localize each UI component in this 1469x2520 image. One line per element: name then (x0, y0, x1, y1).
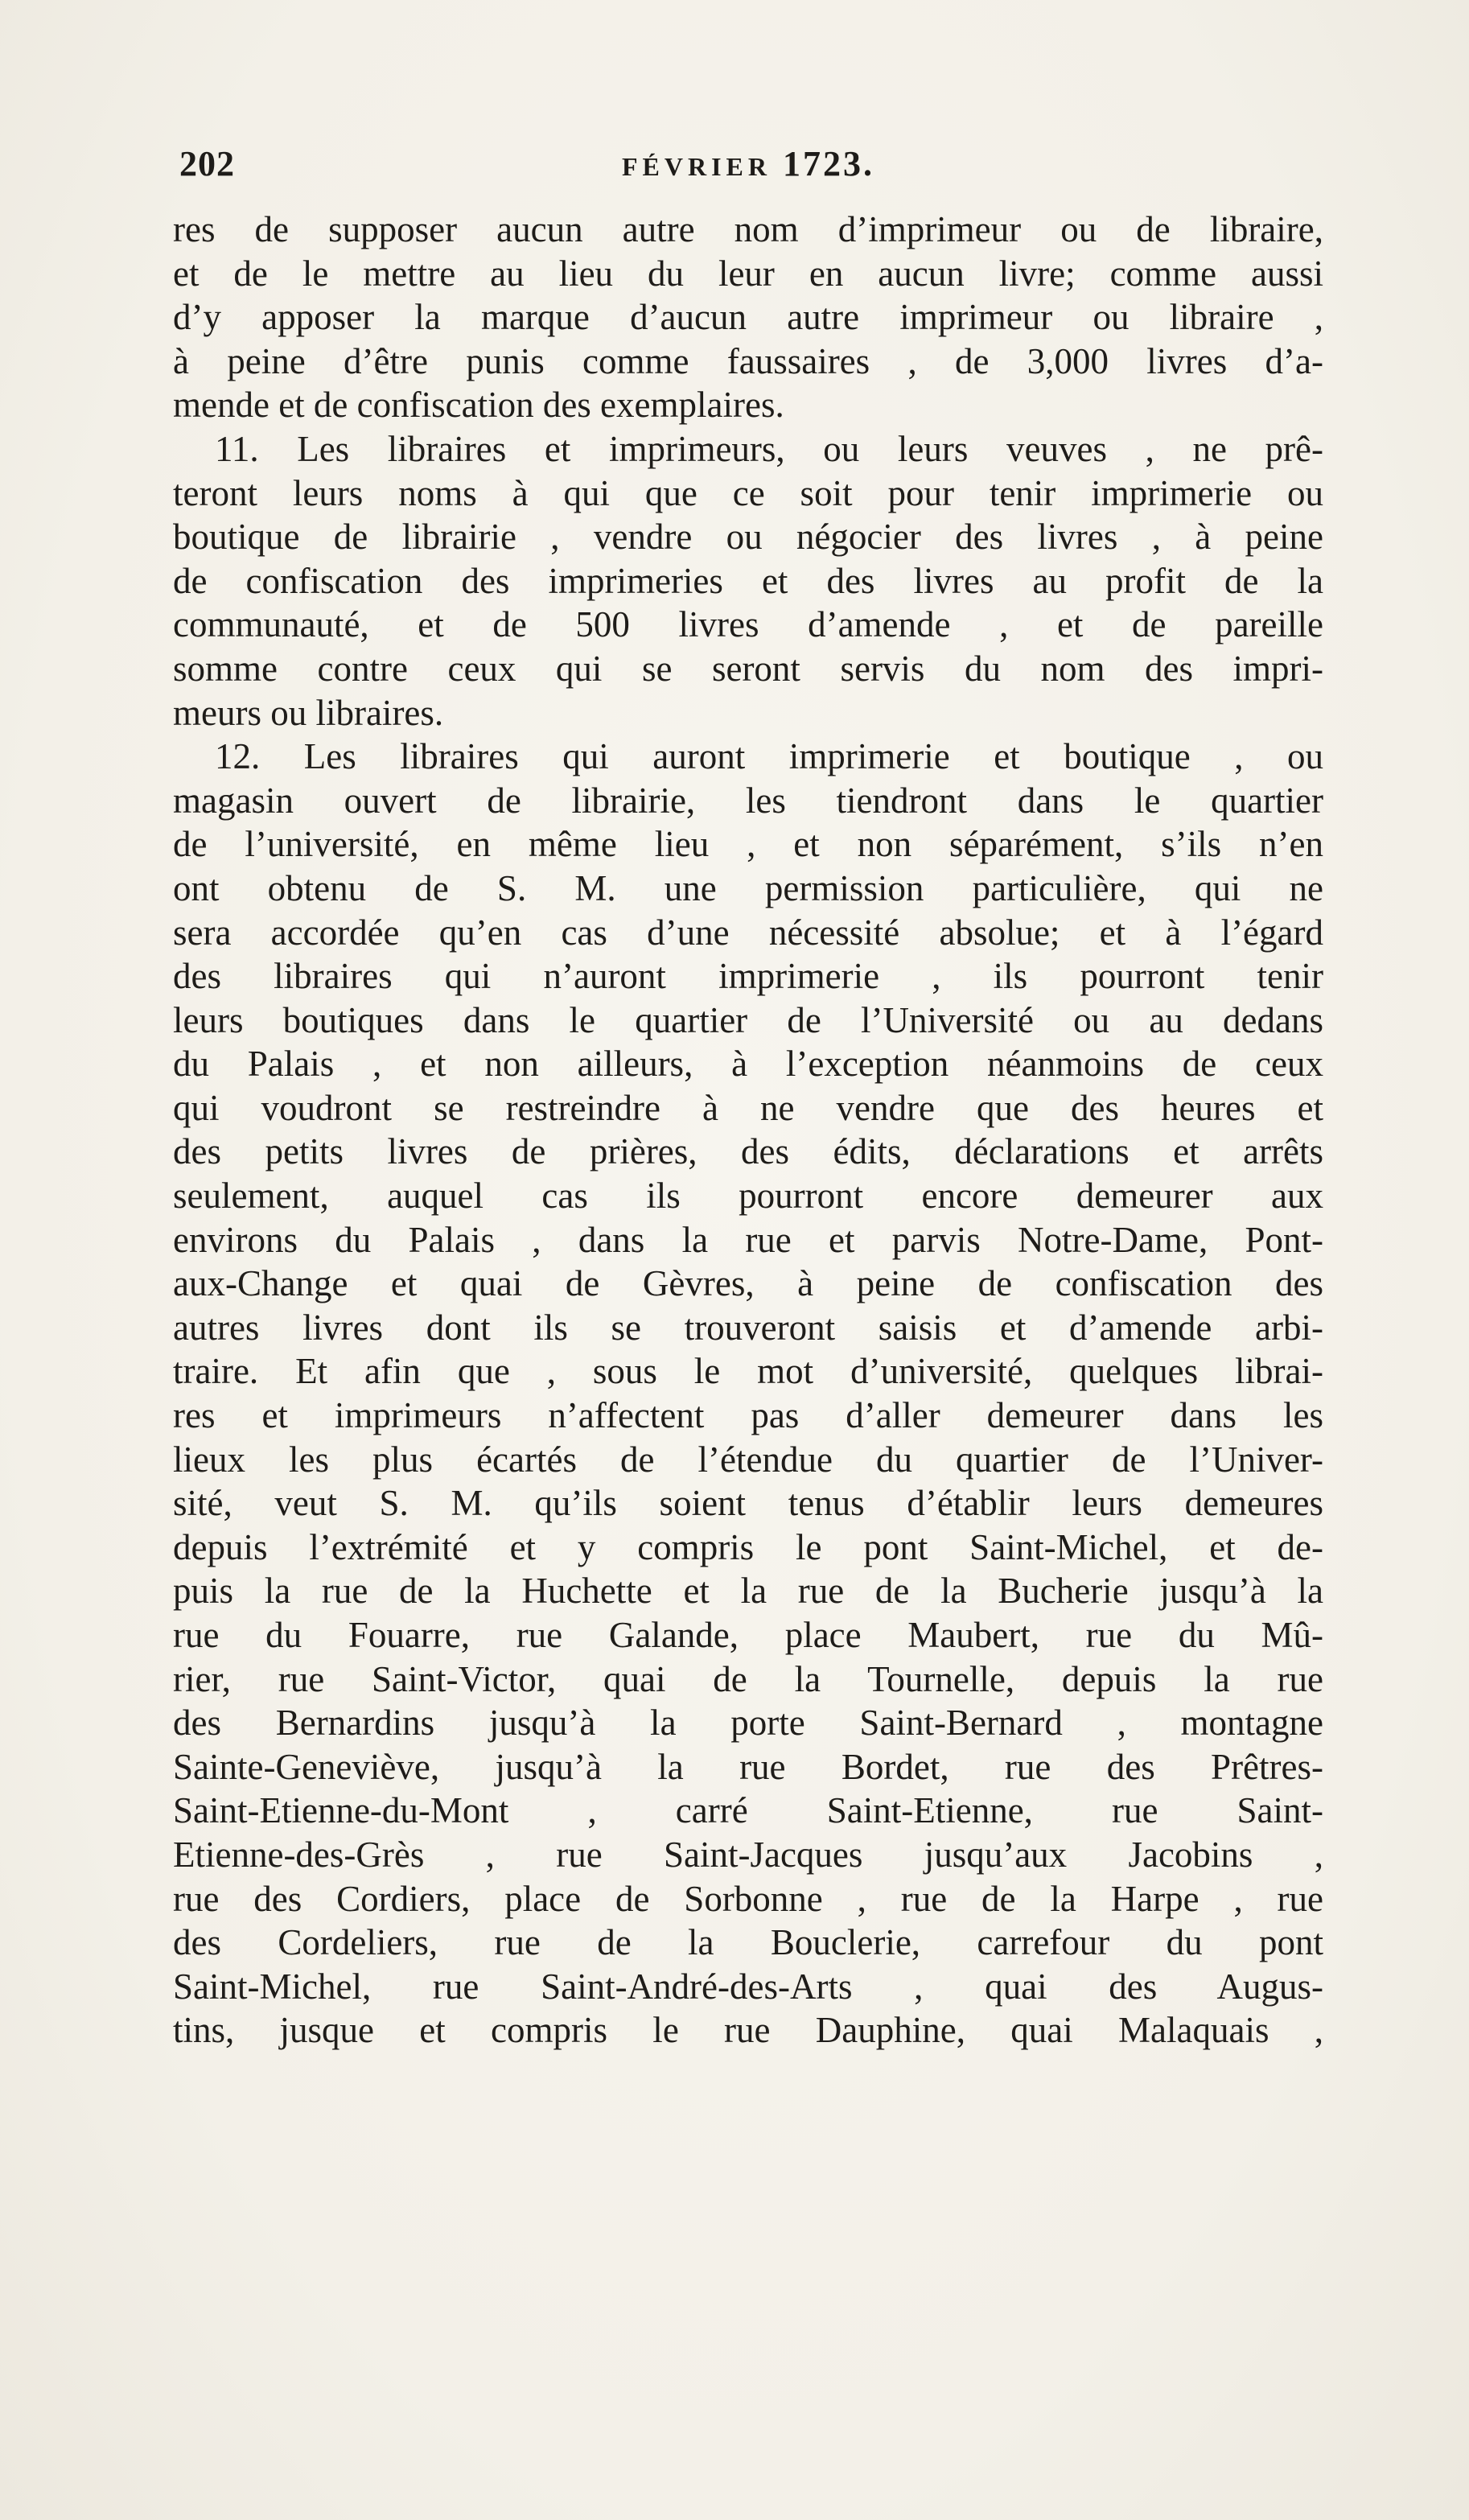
text-line: boutique de librairie , vendre ou négocier des livres , à peine (173, 517, 1323, 558)
text-line: qui voudront se restreindre à ne vendre que des heures et (173, 1087, 1323, 1128)
text-line: sité, veut S. M. qu’ils soient tenus d’établir leurs demeures (173, 1483, 1323, 1524)
text-line: des libraires qui n’auront imprimerie , ils pourront tenir (173, 956, 1323, 997)
text-line: Saint-Etienne-du-Mont , carré Saint-Etienne, rue Saint- (173, 1790, 1323, 1831)
text-line: tins, jusque et compris le rue Dauphine, quai Malaquais , (173, 2010, 1323, 2051)
running-title-month: FÉVRIER (621, 152, 772, 181)
text-line: leurs boutiques dans le quartier de l’Université ou au dedans (173, 999, 1323, 1040)
text-line: rue des Cordiers, place de Sorbonne , rue de la Harpe , rue (173, 1878, 1323, 1919)
text-line: de l’université, en même lieu , et non séparément, s’ils n’en (173, 824, 1323, 865)
text-line: traire. Et afin que , sous le mot d’université, quelques librai- (173, 1351, 1323, 1392)
text-line: à peine d’être punis comme faussaires , de 3,000 livres d’a- (173, 340, 1323, 381)
text-line: depuis l’extrémité et y compris le pont Saint-Michel, et de- (173, 1526, 1323, 1567)
text-line: lieux les plus écartés de l’étendue du quartier de l’Univer- (173, 1439, 1323, 1480)
text-line: somme contre ceux qui se seront servis du nom des impri- (173, 648, 1323, 689)
text-line: magasin ouvert de librairie, les tiendront dans le quartier (173, 780, 1323, 821)
text-line: d’y apposer la marque d’aucun autre imprimeur ou libraire , (173, 297, 1323, 338)
text-line: Etienne-des-Grès , rue Saint-Jacques jusqu’aux Jacobins , (173, 1834, 1323, 1875)
text-line: des petits livres de prières, des édits, déclarations et arrêts (173, 1131, 1323, 1172)
text-line: teront leurs noms à qui que ce soit pour tenir imprimerie ou (173, 472, 1323, 513)
text-line: aux-Change et quai de Gèvres, à peine de confiscation des (173, 1263, 1323, 1304)
text-line: res et imprimeurs n’affectent pas d’aller demeurer dans les (173, 1395, 1323, 1436)
text-line: rier, rue Saint-Victor, quai de la Tournelle, depuis la rue (173, 1658, 1323, 1699)
text-line: des Cordeliers, rue de la Bouclerie, carrefour du pont (173, 1922, 1323, 1963)
text-line: ont obtenu de S. M. une permission particulière, qui ne (173, 867, 1323, 908)
text-line: Saint-Michel, rue Saint-André-des-Arts , quai des Augus- (173, 1966, 1323, 2007)
text-line: et de le mettre au lieu du leur en aucun livre; comme aussi (173, 253, 1323, 294)
text-line: meurs ou libraires. (173, 692, 444, 733)
text-line: Sainte-Geneviève, jusqu’à la rue Bordet, rue des Prêtres- (173, 1746, 1323, 1787)
text-line: autres livres dont ils se trouveront saisis et d’amende arbi- (173, 1307, 1323, 1348)
body-text (173, 208, 1323, 2053)
running-title (173, 143, 1323, 184)
running-head (173, 143, 1323, 191)
text-line: puis la rue de la Huchette et la rue de la Bucherie jusqu’à la (173, 1571, 1323, 1612)
text-line: de confiscation des imprimeries et des livres au profit de la (173, 560, 1323, 601)
text-line: du Palais , et non ailleurs, à l’exception néanmoins de ceux (173, 1044, 1323, 1085)
article-11-start: 11. Les libraires et imprimeurs, ou leurs veuves , ne prê- (215, 428, 1323, 469)
page-number: 202 (179, 144, 235, 183)
article-12-start: 12. Les libraires qui auront imprimerie et boutique , ou (215, 736, 1323, 777)
text-line: res de supposer aucun autre nom d’imprimeur ou de libraire, (173, 209, 1323, 249)
text-line: communauté, et de 500 livres d’amende , et de pareille (173, 604, 1323, 645)
text-line: seulement, auquel cas ils pourront encore demeurer aux (173, 1176, 1323, 1217)
running-title-year: 1723. (783, 144, 874, 183)
text-line: rue du Fouarre, rue Galande, place Maubert, rue du Mû- (173, 1615, 1323, 1655)
text-line: sera accordée qu’en cas d’une nécessité absolue; et à l’égard (173, 912, 1323, 953)
text-line: mende et de confiscation des exemplaires. (173, 385, 784, 426)
text-line: des Bernardins jusqu’à la porte Saint-Bernard , montagne (173, 1703, 1323, 1744)
text-line: environs du Palais , dans la rue et parvis Notre-Dame, Pont- (173, 1219, 1323, 1260)
